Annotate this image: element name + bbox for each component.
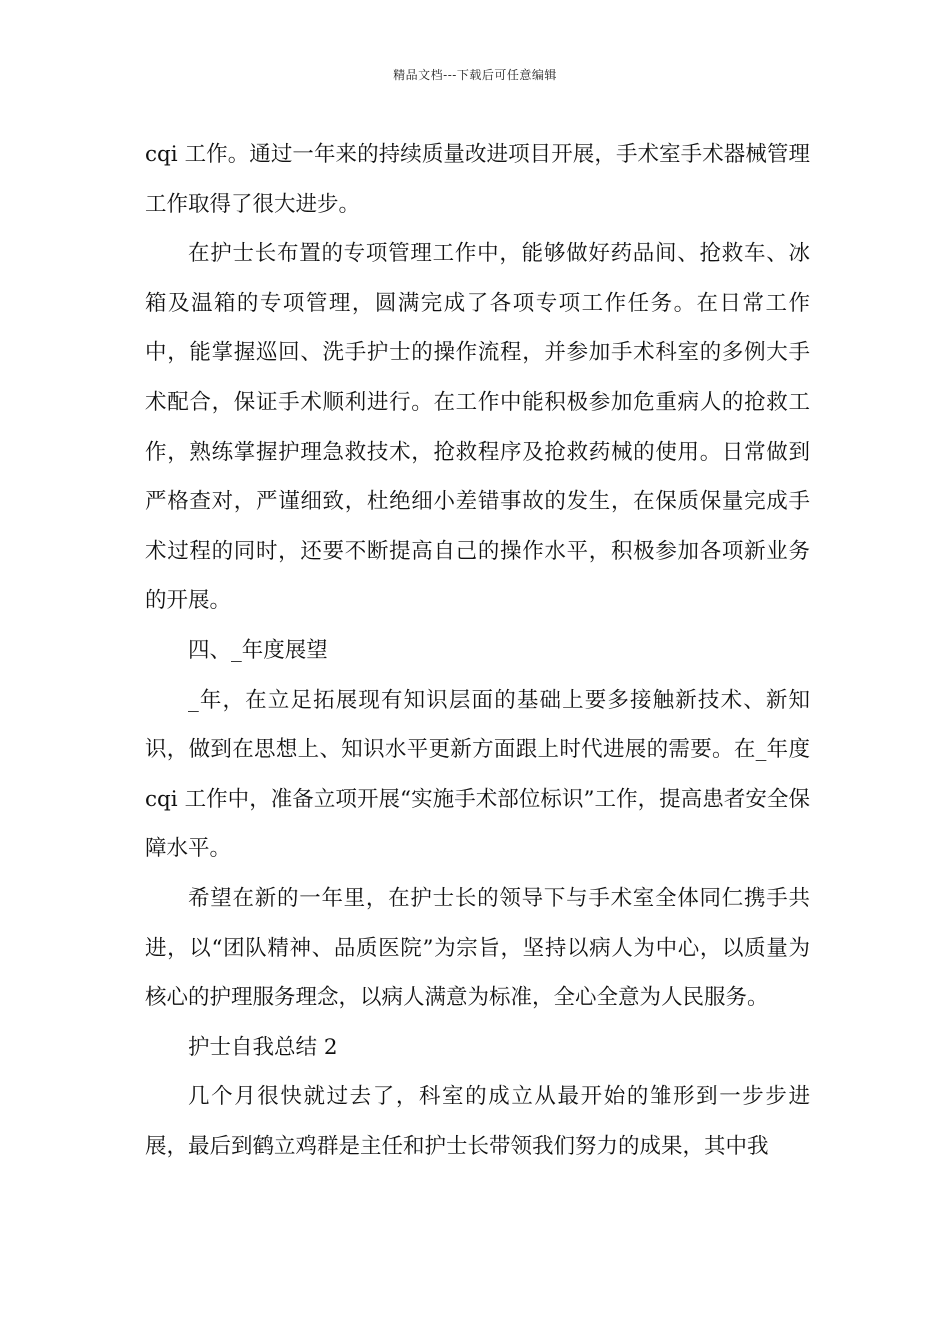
paragraph-special-management: 在护士长布置的专项管理工作中，能够做好药品间、抢救车、冰箱及温箱的专项管理，圆满完成了各项专项工作任务。在日常工作中，能掌握巡回、洗手护士的操作流程，并参加手术科室的多例大手术配合，保证手术顺利进行。在工作中能积极参加危重病人的抢救工作，熟练掌握护理急救技术，抢救程序及抢救药械的使用。日常做到严格查对，严谨细致，杜绝细小差错事故的发生，在保质保量完成手术过程的同时，还要不断提高自己的操作水平，积极参加各项新业务的开展。: [145, 241, 810, 614]
section-heading-outlook: 四、_年度展望: [188, 637, 328, 663]
document-body: [145, 130, 810, 1171]
page-header: 精品文档---下载后可任意编辑: [393, 68, 557, 82]
paragraph-summary-2-start: 几个月很快就过去了，科室的成立从最开始的雏形到一步步进展，最后到鹤立鸡群是主任和护士长带领我们努力的成果，其中我: [145, 1084, 810, 1159]
section-heading-summary-2: 护士自我总结 2: [188, 1034, 338, 1060]
paragraph-continuation: cqi 工作。通过一年来的持续质量改进项目开展，手术室手术器械管理工作取得了很大进步。: [145, 142, 810, 217]
paragraph-hope: 希望在新的一年里，在护士长的领导下与手术室全体同仁携手共进，以“团队精神、品质医院”为宗旨，坚持以病人为中心，以质量为核心的护理服务理念，以病人满意为标准，全心全意为人民服务。: [145, 885, 810, 1011]
paragraph-outlook: _年，在立足拓展现有知识层面的基础上要多接触新技术、新知识，做到在思想上、知识水平更新方面跟上时代进展的需要。在_年度 cqi 工作中，准备立项开展“实施手术部位标识”工作，提高患者安全保障水平。: [145, 687, 810, 862]
